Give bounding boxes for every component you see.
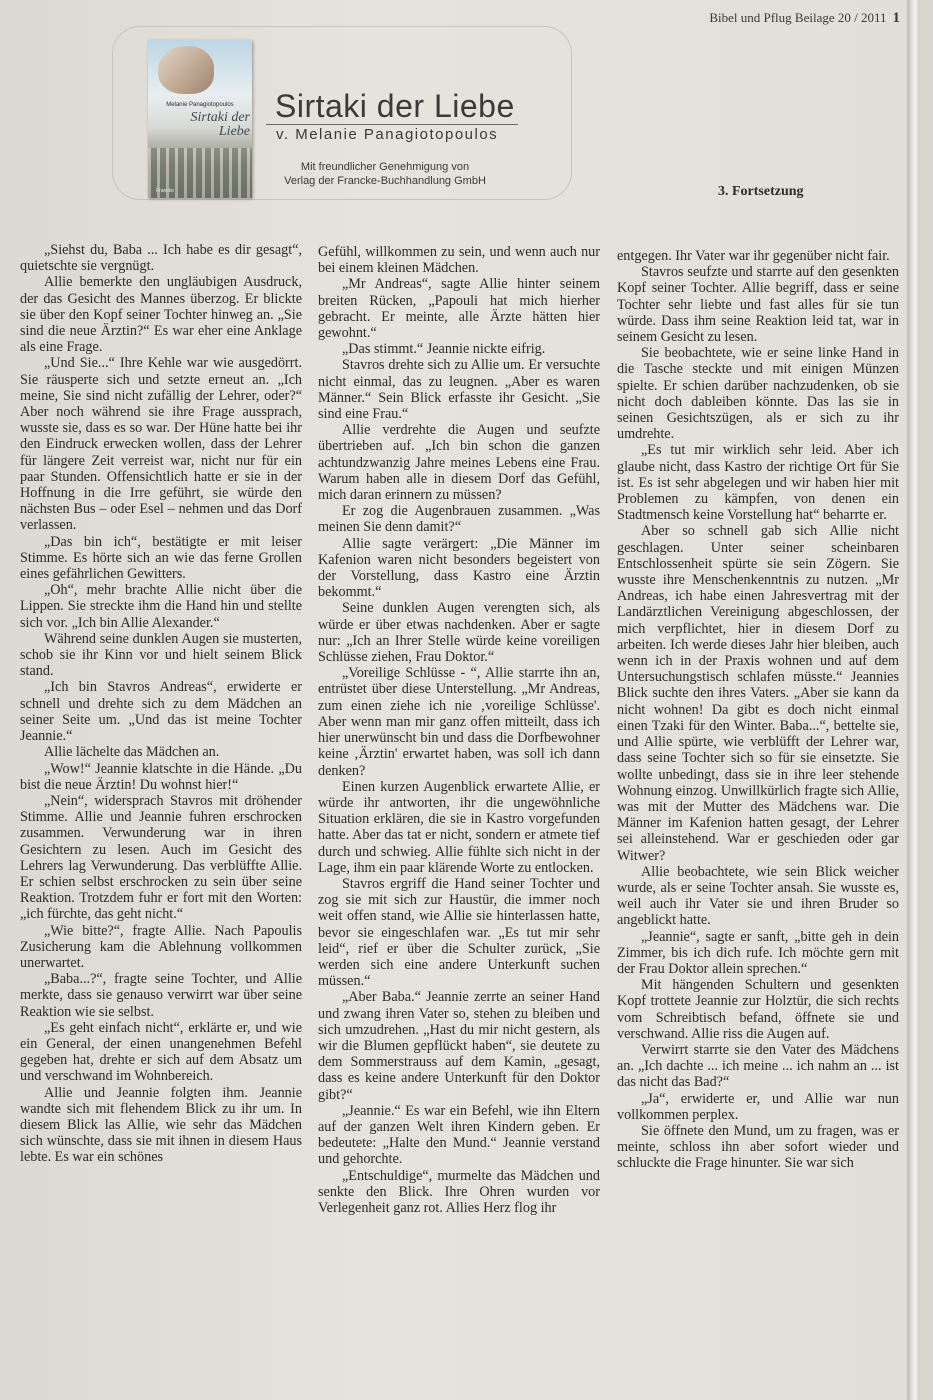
paragraph: „Ja“, erwiderte er, und Allie war nun vollkommen perplex.	[617, 1090, 899, 1123]
running-head	[709, 10, 900, 27]
story-title: Sirtaki der Liebe	[275, 88, 515, 124]
paragraph: Verwirrt starrte sie den Vater des Mädchens an. „Ich dachte ... ich meine ... ich nahm an ... ist das nicht das Bad?“	[617, 1041, 899, 1091]
story-author: v. Melanie Panagiotopoulos	[276, 126, 499, 143]
cover-title	[148, 111, 250, 139]
text-column-3	[617, 248, 899, 1172]
paragraph: Allie lächelte das Mädchen an.	[44, 744, 220, 761]
paragraph: Stavros seufzte und starrte auf den gesenkten Kopf seiner Tochter. Allie begriff, dass er seine Tochter sehr liebte und fast alles für sie tun würde. Dass ihm seine Reaktion leid tat, war in seinem Gesicht zu lesen.	[617, 264, 899, 346]
paragraph: „Voreilige Schlüsse - “, Allie starrte ihn an, entrüstet über diese Unterstellung. „Mr Andreas, zum einen ziehe ich nie ‚voreilige Schlüsse'. Aber wenn man mir ganz offen mitteilt, dass ich hier unerwünscht bin und dass die Dorfbewohner keine ‚Ärztin' erwartet haben, was soll ich dann denken?	[318, 665, 600, 779]
cover-publisher: Francke	[156, 188, 175, 194]
paragraph: Aber so schnell gab sich Allie nicht geschlagen. Unter seiner scheinbaren Entschlossenheit spürte sie sein Zögern. Sie wusste ihre Menschenkenntnis zu nutzen. „Mr Andreas, ich habe einen Jahresvertrag mit der Landärztlichen Vereinigung abgeschlossen, der mich verpflichtet, hier in diesem Dorf zu arbeiten. Ich werde dieses Jahr hier bleiben, auch wenn ich in der Praxis wohnen und auf dem Untersuchungstisch schlafen müsste.“ Jeannies Blick suchte den ihres Vaters. „Aber sie kann da nicht wohnen! Da gibt es doch nicht einmal einen Tzaki für den Winter. Baba...“, bettelte sie, und Allie spürte, wie verblüfft der Lehrer war, dass seine Tochter sich so für sie einsetzte. Sie wollte unbedingt, dass sie in ihre leer stehende Wohnung einzog. Unwillkürlich fragte sich Allie, was mit der Mutter des Mädchens war. Die Männer im Kafenion hatten gesagt, der Lehrer sei alleinstehend. War er geschieden oder gar Witwer?	[617, 523, 899, 864]
paragraph: Mit hängenden Schultern und gesenkten Kopf trottete Jeannie zur Holztür, die sich rechts vom Schreibtisch befand, öffnete sie und verschwand. Allie riss die Augen auf.	[617, 977, 899, 1042]
cover-title-line2: Liebe	[218, 124, 250, 139]
running-head-text: Bibel und Pflug Beilage 20 / 2011	[709, 10, 887, 25]
text-column-2	[318, 244, 600, 1216]
paragraph: Allie beobachtete, wie sein Blick weicher wurde, als er seine Tochter ansah. Sie wusste es, weil auch ihr Vater sie und ihren Bruder so angeblickt hatte.	[617, 863, 899, 929]
paragraph: Allie sagte verärgert: „Die Männer im Kafenion waren nicht besonders begeistert von der Vorstellung, dass Kastro eine Ärztin bekommt.“	[318, 535, 600, 601]
paragraph: „Es geht einfach nicht“, erklärte er, und wie ein General, der einen unangenehmen Befehl gegeben hat, drehte er sich auf dem Absatz um und verschwand im Wohnbereich.	[20, 1019, 302, 1085]
permission-note	[250, 160, 520, 188]
paragraph: „Nein“, widersprach Stavros mit dröhender Stimme. Allie und Jeannie fuhren erschrocken zusammen. Verwunderung war in ihren Gesichtern zu lesen. Auch im Gesicht des Lehrers lag Verwunderung. Das verblüffte Allie. Er schien selbst erschrocken zu sein über seine Reaktion. Trotzdem fuhr er fort mit den Worten: „ich fürchte, das geht nicht.“	[20, 792, 302, 923]
paragraph: Allie bemerkte den ungläubigen Ausdruck, der das Gesicht des Mannes überzog. Er blickte sie über den Kopf seiner Tochter hinweg an. „Sie sind die neue Ärztin?“ Es war eher eine Anklage als eine Frage.	[20, 274, 302, 356]
cover-author: Melanie Panagiotopoulos	[166, 102, 234, 108]
paragraph: „Das stimmt.“ Jeannie nickte eifrig.	[342, 341, 546, 358]
book-cover-image	[148, 40, 252, 198]
installment-label: 3. Fortsetzung	[718, 184, 804, 199]
paragraph: „Siehst du, Baba ... Ich habe es dir gesagt“, quietschte sie vergnügt.	[20, 242, 302, 275]
paragraph: Allie und Jeannie folgten ihm. Jeannie wandte sich mit flehendem Blick zu ihr um. In diesem Blick las Allie, wie sehr das Mädchen sich wünschte, dass sie mit ihnen in diesem Haus lebte. Es war ein schönes	[20, 1084, 302, 1166]
cover-photo	[158, 46, 214, 94]
paragraph: Während seine dunklen Augen sie musterten, schob sie ihr Kinn vor und hielt seinem Blick stand.	[20, 630, 302, 680]
title-rule	[266, 124, 518, 125]
paragraph: „Wow!“ Jeannie klatschte in die Hände. „Du bist die neue Ärztin! Du wohnst hier!“	[20, 760, 302, 793]
paragraph: Stavros drehte sich zu Allie um. Er versuchte nicht einmal, das zu leugnen. „Aber es waren Männer.“ Sein Blick erfasste ihr Gesicht. „Sie sind eine Frau.“	[318, 357, 600, 423]
paragraph: „Jeannie.“ Es war ein Befehl, wie ihn Eltern auf der ganzen Welt ihren Kindern geben. Er bedeutete: „Halte den Mund.“ Jeannie verstand und gehorchte.	[318, 1102, 600, 1168]
paragraph: Stavros ergriff die Hand seiner Tochter und zog sie mit sich zur Haustür, die immer noch weit offen stand, wie Allie sie hinterlassen hatte, bevor sie eingeschlafen war. „Es tut mir sehr leid“, rief er über die Schulter zurück, „Sie werden sich eine andere Unterkunft suchen müssen.“	[318, 875, 600, 990]
paragraph: Sie öffnete den Mund, um zu fragen, was er meinte, schloss ihn aber sofort wieder und schluckte die Frage hinunter. Sie war sich	[617, 1122, 899, 1172]
paragraph: entgegen. Ihr Vater war ihr gegenüber nicht fair.	[617, 248, 890, 264]
paragraph: „Es tut mir wirklich sehr leid. Aber ich glaube nicht, dass Kastro der richtige Ort für Sie ist. Es ist sehr abgelegen und wir haben hier mit Problemen zu kämpfen, von denen ein Stadtmensch keine Vorstellung hat“ beharrte er.	[617, 442, 899, 524]
paragraph: „Baba...?“, fragte seine Tochter, und Allie merkte, dass sie genauso verwirrt war über seine Reaktion wie sie selbst.	[20, 971, 302, 1020]
paragraph: Allie verdrehte die Augen und seufzte übertrieben auf. „Ich bin schon die ganzen achtundzwanzig Jahre meines Lebens eine Frau. Warum haben alle in diesem Dorf das Gefühl, mich daran erinnern zu müssen?	[318, 422, 600, 504]
paragraph: „Jeannie“, sagte er sanft, „bitte geh in dein Zimmer, bis ich dich rufe. Ich möchte gern mit der Frau Doktor allein sprechen.“	[617, 928, 899, 977]
paragraph: Gefühl, willkommen zu sein, und wenn auch nur bei einem kleinen Mädchen.	[318, 244, 600, 277]
permission-line2: Verlag der Francke-Buchhandlung GmbH	[284, 175, 486, 187]
paragraph: Sie beobachtete, wie er seine linke Hand in die Tasche steckte und mit einigen Münzen spielte. Er schien darüber nachzudenken, ob sie nicht doch dableiben könnte. Das las sie in seinen Gesichtszügen, als er sich zu ihr umdrehte.	[617, 345, 899, 443]
paragraph: Einen kurzen Augenblick erwartete Allie, er würde ihr antworten, ihr die ungewöhnliche Situation erklären, die sie in Kastro vorgefunden hatte. Aber das tat er nicht, sondern er atmete tief durch und schwieg. Allie fühlte sich nicht in der Lage, ihm ein paar klärende Worte zu entlocken.	[318, 778, 600, 876]
paragraph: Er zog die Augenbrauen zusammen. „Was meinen Sie denn damit?“	[318, 503, 600, 536]
text-column-1	[20, 242, 302, 1166]
paragraph: „Entschuldige“, murmelte das Mädchen und senkte den Blick. Ihre Ohren wurden vor Verlegenheit ganz rot. Allies Herz flog ihr	[318, 1167, 600, 1216]
paragraph: „Mr Andreas“, sagte Allie hinter seinem breiten Rücken, „Papouli hat mich hierher gebracht. Er meinte, alle Ärzte hätten hier gewohnt.“	[318, 276, 600, 342]
paragraph: „Ich bin Stavros Andreas“, erwiderte er schnell und drehte sich zu dem Mädchen an seiner Seite um. „Und das ist meine Tochter Jeannie.“	[20, 679, 302, 745]
page-number: 1	[892, 10, 900, 26]
paragraph: „Und Sie...“ Ihre Kehle war wie ausgedörrt. Sie räusperte sich und setzte erneut an. „Ich meine, Sie sind nicht zufällig der Lehrer, oder?“ Aber noch während sie ihre Frage aussprach, wusste sie, dass es so war. Der Hüne hatte bei ihr den Eindruck erwecken wollen, dass der Lehrer für längere Zeit verreist war, nicht nur für ein paar Stunden. Offensichtlich hatte er sie in der Hoffnung in die Irre geführt, sie würde den nächsten Bus – oder Esel – nehmen und das Dorf verlassen.	[20, 355, 302, 534]
paragraph: Seine dunklen Augen verengten sich, als würde er über etwas nachdenken. Aber er sagte nur: „Ich an Ihrer Stelle würde keine voreiligen Schlüsse ziehen, Frau Doktor.“	[318, 600, 600, 666]
paragraph: „Oh“, mehr brachte Allie nicht über die Lippen. Sie streckte ihm die Hand hin und stellte sich vor. „Ich bin Allie Alexander.“	[20, 582, 302, 631]
paragraph: „Aber Baba.“ Jeannie zerrte an seiner Hand und zwang ihren Vater so, stehen zu bleiben und sich umzudrehen. „Hast du mir nicht gestern, als wir die Blumen gepflückt haben“, sie deutete zu dem Sommerstrauss auf dem Kamin, „gesagt, dass es keine andere Unterkunft für den Doktor gibt?“	[318, 989, 600, 1103]
cover-title-line1: Sirtaki der	[190, 110, 250, 125]
page-edge	[907, 0, 920, 1400]
permission-line1: Mit freundlicher Genehmigung von	[300, 161, 470, 173]
paragraph: „Das bin ich“, bestätigte er mit leiser Stimme. Es hörte sich an wie das ferne Grollen eines gefährlichen Gewitters.	[20, 533, 302, 583]
paragraph: „Wie bitte?“, fragte Allie. Nach Papoulis Zusicherung kam die Ablehnung vollkommen unerwartet.	[20, 922, 302, 971]
